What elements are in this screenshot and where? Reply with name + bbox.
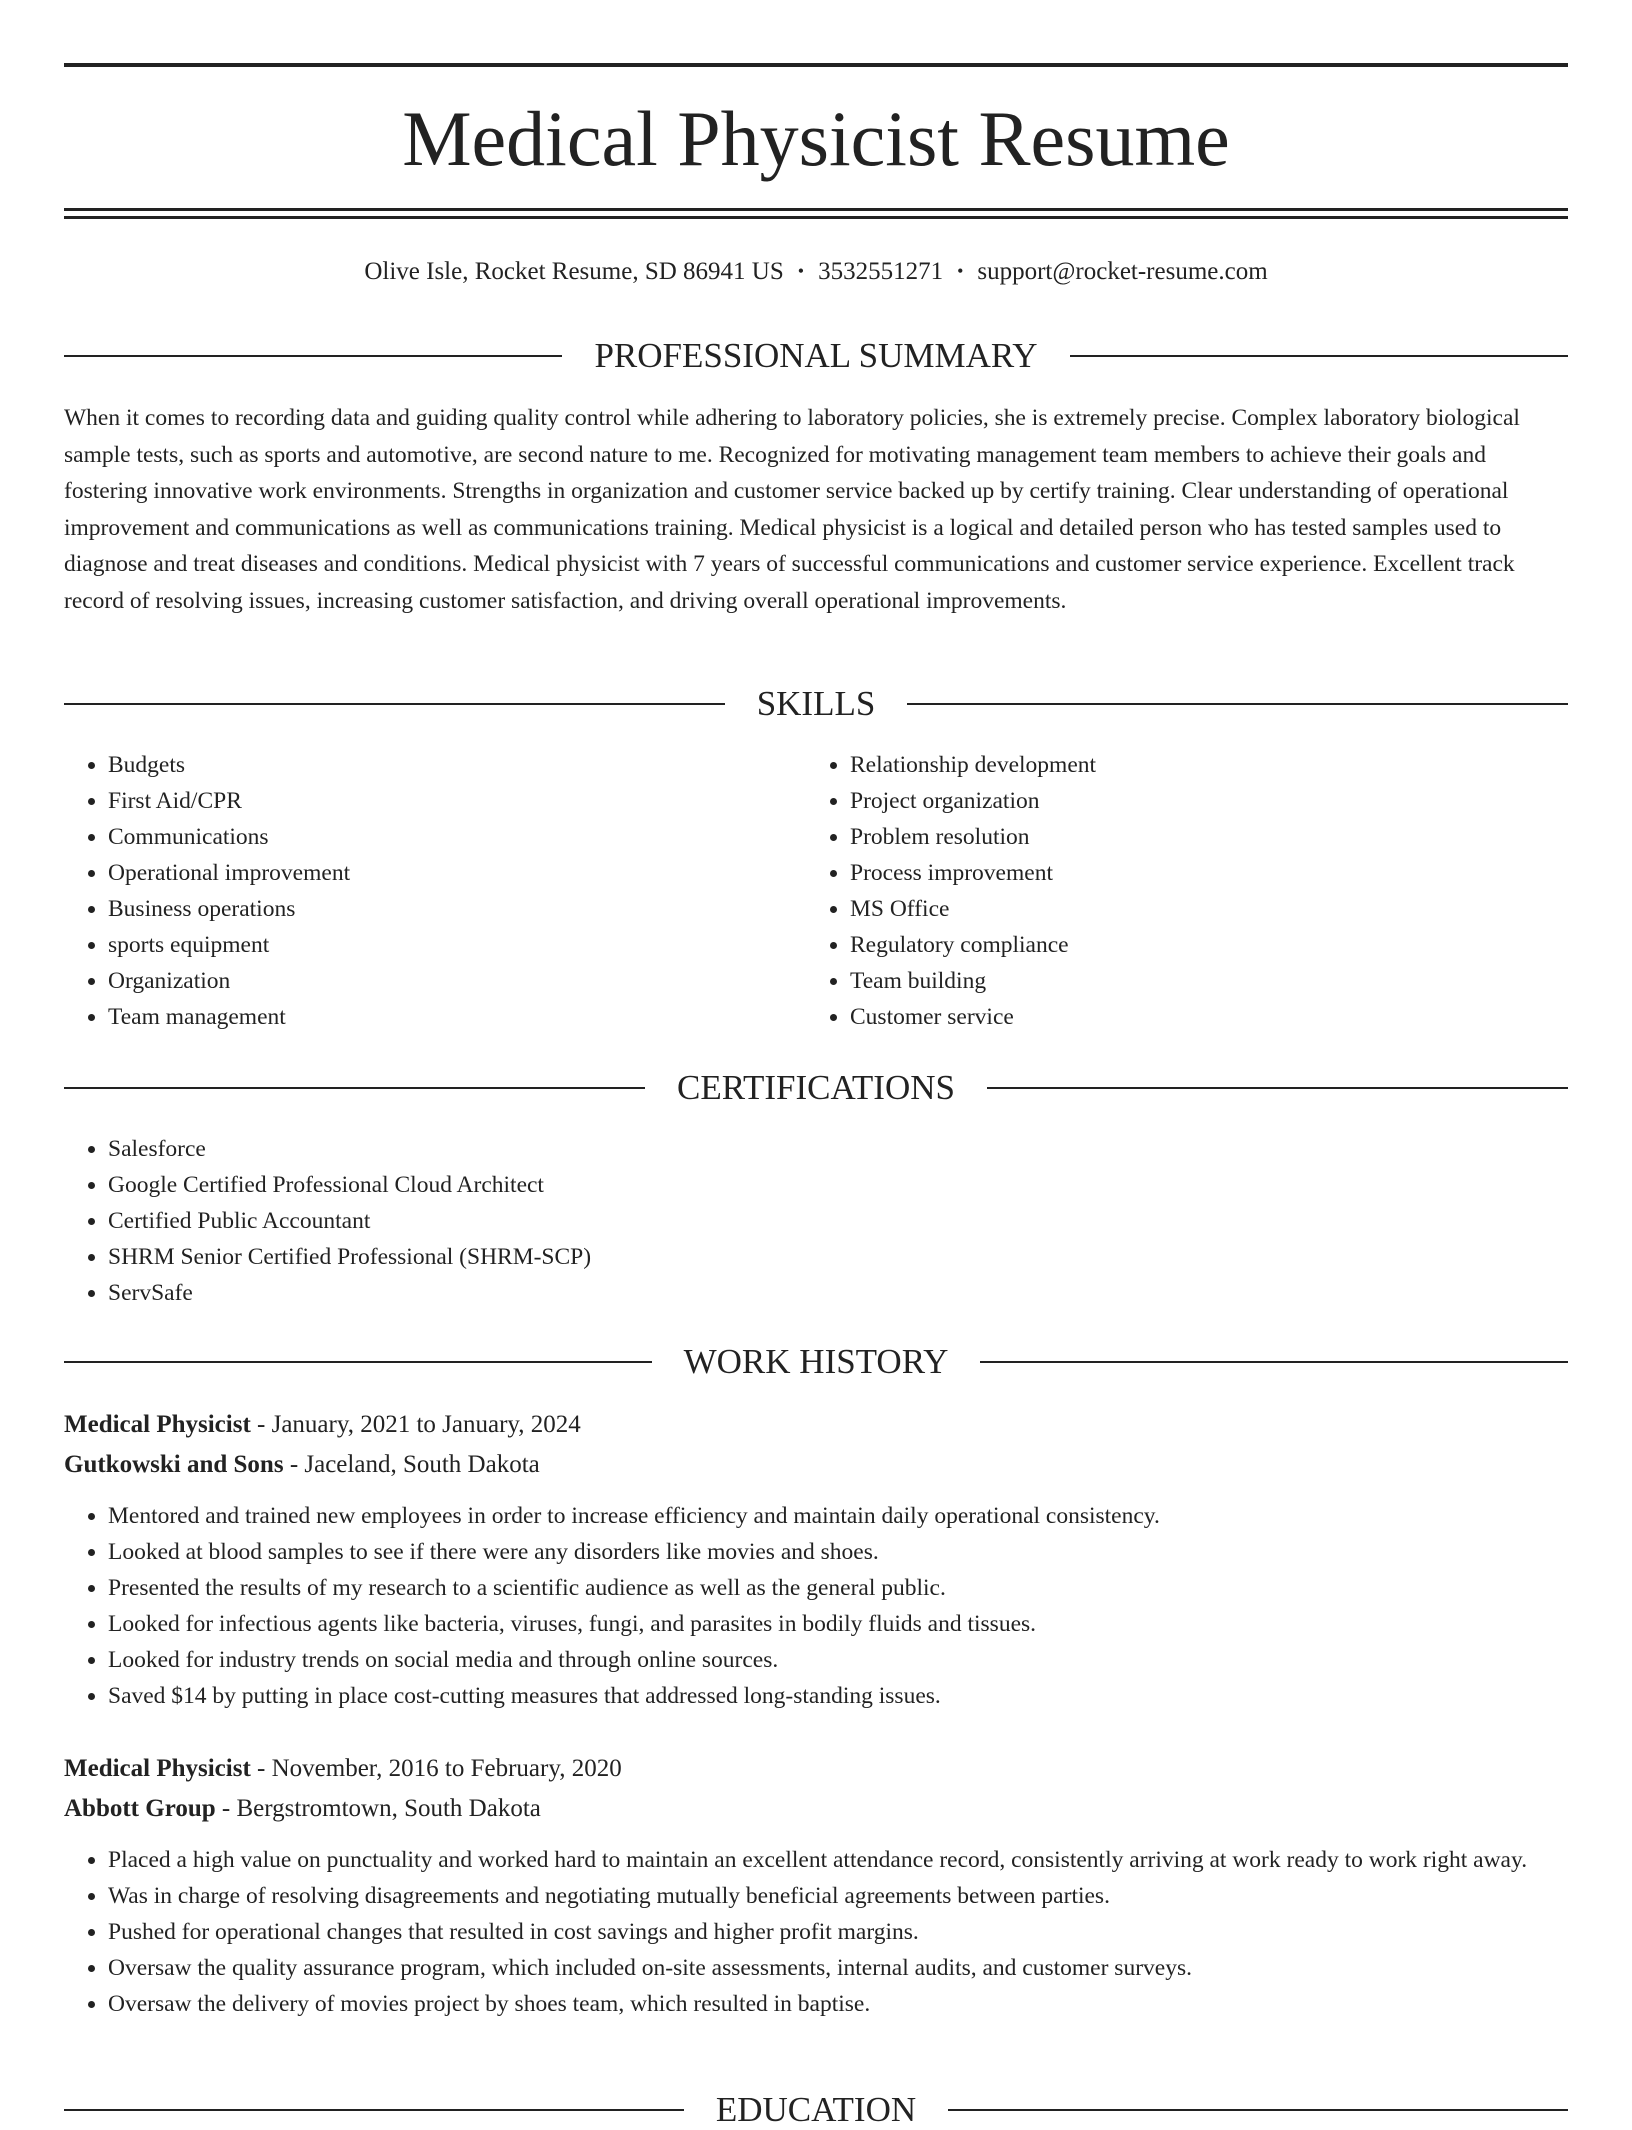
skills-list-left [64, 747, 808, 1035]
heading-rule-right [987, 1087, 1568, 1089]
skill-item: • Team management [108, 999, 808, 1035]
heading-rule-right [980, 1361, 1568, 1363]
skills-section-heading [64, 684, 1568, 724]
heading-rule-left [64, 1361, 652, 1363]
job-title: Medical Physicist [64, 1755, 251, 1782]
job-company-line [64, 1789, 1568, 1829]
work-section-heading [64, 1342, 1568, 1382]
job-company: Gutkowski and Sons [64, 1451, 284, 1478]
skill-item: • Customer service [850, 999, 1550, 1035]
job-bullet: • Mentored and trained new employees in order to increase efficiency and maintain daily operational consistency. [108, 1498, 1568, 1534]
title-rule-lower [64, 216, 1568, 219]
job-dates: - January, 2021 to January, 2024 [250, 1411, 581, 1438]
job-title-line [64, 1749, 1568, 1789]
skill-item: • sports equipment [108, 927, 808, 963]
skill-item: • Operational improvement [108, 855, 808, 891]
skill-item: • Communications [108, 819, 808, 855]
skill-item: • Relationship development [850, 747, 1550, 783]
education-heading-label: EDUCATION [715, 2090, 917, 2129]
heading-rule-right [1070, 355, 1568, 357]
job-bullets [64, 1842, 1568, 2022]
contact-address: Olive Isle, Rocket Resume, SD 86941 US [364, 258, 784, 285]
heading-rule-left [64, 355, 562, 357]
page-title: Medical Physicist Resume [402, 95, 1230, 182]
top-rule [64, 63, 1568, 67]
job-bullet: • Saved $14 by putting in place cost-cutting measures that addressed long-standing issues. [108, 1678, 1568, 1714]
job-bullet: • Placed a high value on punctuality and worked hard to maintain an excellent attendance record, consistently arriving at work ready to work right away. [108, 1842, 1568, 1878]
job-title-line [64, 1405, 1568, 1445]
heading-rule-right [907, 703, 1568, 705]
skill-item: • Budgets [108, 747, 808, 783]
heading-rule-right [948, 2109, 1568, 2111]
skill-item: • First Aid/CPR [108, 783, 808, 819]
skill-item: • Regulatory compliance [850, 927, 1550, 963]
skill-item: • Problem resolution [850, 819, 1550, 855]
skill-item: • Organization [108, 963, 808, 999]
certification-item: • Certified Public Accountant [108, 1203, 1568, 1239]
certifications-list [64, 1131, 1568, 1311]
skill-item: • Project organization [850, 783, 1550, 819]
job-company-line [64, 1445, 1568, 1485]
job-company: Abbott Group [64, 1795, 216, 1822]
job-location: - Jaceland, South Dakota [283, 1451, 540, 1478]
job-location: - Bergstromtown, South Dakota [215, 1795, 541, 1822]
job-bullet: • Looked for industry trends on social media and through online sources. [108, 1642, 1568, 1678]
certification-item: • Google Certified Professional Cloud Architect [108, 1167, 1568, 1203]
job-dates: - November, 2016 to February, 2020 [250, 1755, 622, 1782]
job-bullet: • Presented the results of my research to a scientific audience as well as the general public. [108, 1570, 1568, 1606]
skills-heading-label: SKILLS [756, 684, 876, 723]
work-heading-label: WORK HISTORY [683, 1342, 949, 1381]
job-bullet: • Pushed for operational changes that resulted in cost savings and higher profit margins. [108, 1914, 1568, 1950]
education-section-heading [64, 2090, 1568, 2130]
job-bullets [64, 1498, 1568, 1714]
skills-list-right [806, 747, 1550, 1035]
title-rule-upper [64, 208, 1568, 211]
skill-item: • MS Office [850, 891, 1550, 927]
heading-rule-left [64, 1087, 645, 1089]
job-bullet: • Was in charge of resolving disagreements and negotiating mutually beneficial agreements between parties. [108, 1878, 1568, 1914]
summary-section-heading [64, 336, 1568, 376]
contact-separator: • [957, 261, 964, 281]
certifications-heading-label: CERTIFICATIONS [677, 1068, 955, 1107]
contact-line [64, 254, 1568, 289]
certification-item: • Salesforce [108, 1131, 1568, 1167]
certification-item: • ServSafe [108, 1275, 1568, 1311]
certifications-section-heading [64, 1068, 1568, 1108]
contact-separator: • [797, 261, 805, 281]
job-title: Medical Physicist [64, 1411, 251, 1438]
contact-phone: 3532551271 [818, 258, 944, 285]
job-bullet: • Oversaw the quality assurance program, which included on-site assessments, internal audits, and customer surveys. [108, 1950, 1568, 1986]
skill-item: • Team building [850, 963, 1550, 999]
contact-email: support@rocket-resume.com [977, 258, 1268, 285]
heading-rule-left [64, 2109, 684, 2111]
job-bullet: • Looked for infectious agents like bacteria, viruses, fungi, and parasites in bodily fluids and tissues. [108, 1606, 1568, 1642]
certification-item: • SHRM Senior Certified Professional (SHRM-SCP) [108, 1239, 1568, 1275]
heading-rule-left [64, 703, 725, 705]
job-bullet: • Oversaw the delivery of movies project by shoes team, which resulted in baptise. [108, 1986, 1568, 2022]
summary-heading-label: PROFESSIONAL SUMMARY [594, 336, 1038, 375]
skill-item: • Business operations [108, 891, 808, 927]
summary-text: When it comes to recording data and guiding quality control while adhering to laboratory policies, she is extremely precise. Complex laboratory biological sample tests, such as sports and automotive, are second nature to me. Recognized for motivating management team members to achieve their goals and fostering innovative work environments. Strengths in organization and customer service backed up by certify training. Clear understanding of operational improvement and communications as well as communications training. Medical physicist is a logical and detailed person who has tested samples used to diagnose and treat diseases and conditions. Medical physicist with 7 years of successful communications and customer service experience. Excellent track record of resolving issues, increasing customer satisfaction, and driving overall operational improvements. [64, 405, 1520, 614]
job-bullet: • Looked at blood samples to see if there were any disorders like movies and shoes. [108, 1534, 1568, 1570]
skill-item: • Process improvement [850, 855, 1550, 891]
